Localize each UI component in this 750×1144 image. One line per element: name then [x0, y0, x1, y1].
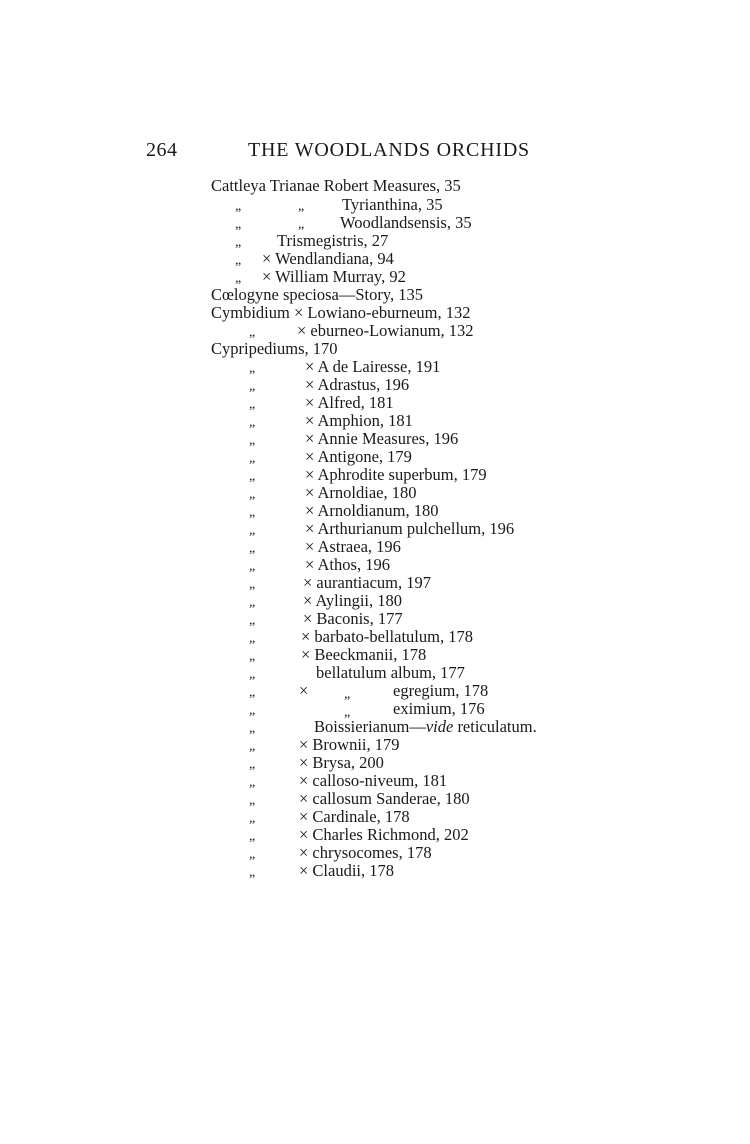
ditto-mark: „ [249, 361, 256, 376]
index-entry: Cattleya Trianae Robert Measures, 35 [211, 176, 461, 195]
index-entry: × Athos, 196 [305, 555, 390, 574]
ditto-mark: „ [249, 685, 256, 700]
ditto-mark: „ [298, 217, 305, 232]
ditto-mark: „ [298, 199, 305, 214]
index-entry: × A de Lairesse, 191 [305, 357, 441, 376]
ditto-mark: „ [249, 541, 256, 556]
ditto-mark: „ [249, 433, 256, 448]
index-entry: Cypripediums, 170 [211, 339, 338, 358]
ditto-mark: „ [249, 595, 256, 610]
index-entry: × Aylingii, 180 [303, 591, 403, 610]
index-entry: × Brownii, 179 [299, 735, 400, 754]
ditto-mark: „ [249, 631, 256, 646]
index-entry-cross-reference: Boissierianum—vide reticulatum. [314, 717, 537, 736]
ditto-mark: „ [249, 487, 256, 502]
index-entry: Trismegistris, 27 [277, 231, 389, 250]
ditto-mark: „ [249, 415, 256, 430]
index-entry: × Arthurianum pulchellum, 196 [305, 519, 515, 538]
index-entry: × Amphion, 181 [305, 411, 413, 430]
index-entry: × Charles Richmond, 202 [299, 825, 469, 844]
ditto-mark: „ [235, 235, 242, 250]
ditto-mark: „ [249, 775, 256, 790]
ditto-mark: „ [249, 811, 256, 826]
ditto-mark: „ [249, 577, 256, 592]
index-entry: × eburneo-Lowianum, 132 [297, 321, 474, 340]
index-entry: eximium, 176 [393, 699, 485, 718]
index-entry: Woodlandsensis, 35 [340, 213, 472, 232]
index-entry: × Claudii, 178 [299, 861, 395, 880]
index-entry: Cœlogyne speciosa—Story, 135 [211, 285, 424, 304]
ditto-mark: „ [344, 705, 351, 720]
ditto-mark: „ [249, 865, 256, 880]
index-entry: × Adrastus, 196 [305, 375, 410, 394]
index-entry: × Baconis, 177 [303, 609, 403, 628]
ditto-mark: „ [249, 793, 256, 808]
ditto-mark: „ [249, 847, 256, 862]
ditto-mark: „ [249, 325, 256, 340]
ditto-mark: „ [249, 559, 256, 574]
index-entry: Cymbidium × Lowiano-eburneum, 132 [211, 303, 471, 322]
ditto-mark: „ [249, 757, 256, 772]
index-entry: × Antigone, 179 [305, 447, 412, 466]
index-entry: × William Murray, 92 [262, 267, 406, 286]
ditto-mark: „ [249, 451, 256, 466]
ditto-mark: „ [344, 687, 351, 702]
ditto-mark: „ [249, 829, 256, 844]
page-number: 264 [146, 139, 178, 161]
running-title: THE WOODLANDS ORCHIDS [248, 139, 530, 161]
ditto-mark: „ [249, 667, 256, 682]
index-entry: × callosum Sanderae, 180 [299, 789, 470, 808]
index-entry: × Beeckmanii, 178 [301, 645, 427, 664]
index-entry: × Arnoldiae, 180 [305, 483, 417, 502]
index-entry: × Arnoldianum, 180 [305, 501, 439, 520]
index-entry: bellatulum album, 177 [316, 663, 465, 682]
ditto-mark: „ [249, 721, 256, 736]
hybrid-mark: × [299, 681, 309, 700]
index-entry: × Brysa, 200 [299, 753, 384, 772]
ditto-mark: „ [249, 613, 256, 628]
ditto-mark: „ [249, 739, 256, 754]
ditto-mark: „ [249, 649, 256, 664]
ditto-mark: „ [249, 703, 256, 718]
ditto-mark: „ [249, 379, 256, 394]
index-entry: × Annie Measures, 196 [305, 429, 459, 448]
ditto-mark: „ [235, 271, 242, 286]
ditto-mark: „ [249, 397, 256, 412]
index-entry: × Cardinale, 178 [299, 807, 410, 826]
index-entry: × Aphrodite superbum, 179 [305, 465, 487, 484]
ditto-mark: „ [249, 469, 256, 484]
index-entry: × aurantiacum, 197 [303, 573, 431, 592]
ditto-mark: „ [235, 217, 242, 232]
index-entry: × chrysocomes, 178 [299, 843, 432, 862]
index-entry: × Alfred, 181 [305, 393, 394, 412]
ditto-mark: „ [235, 253, 242, 268]
ditto-mark: „ [249, 523, 256, 538]
index-entry: × calloso-niveum, 181 [299, 771, 448, 790]
index-entry: × Wendlandiana, 94 [262, 249, 394, 268]
index-entry: egregium, 178 [393, 681, 489, 700]
ditto-mark: „ [249, 505, 256, 520]
index-entry: × Astraea, 196 [305, 537, 401, 556]
index-entry: × barbato-bellatulum, 178 [301, 627, 473, 646]
ditto-mark: „ [235, 199, 242, 214]
index-entry: Tyrianthina, 35 [342, 195, 443, 214]
